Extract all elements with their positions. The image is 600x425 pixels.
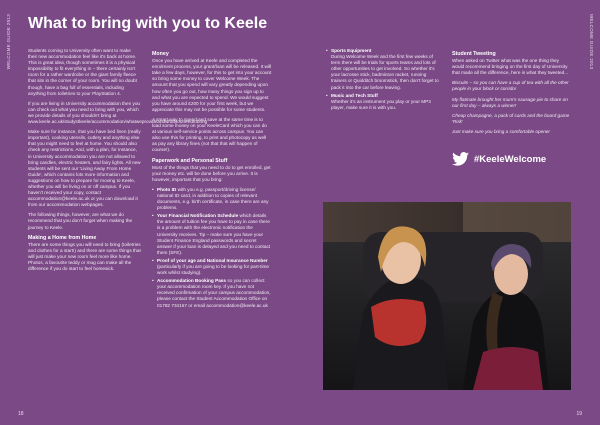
hashtag-text: #KeeleWelcome: [474, 153, 547, 165]
side-label-right: WELCOME GUIDE 2013: [589, 14, 594, 70]
heading-tweeting: Student Tweeting: [452, 51, 496, 57]
hashtag-block[interactable]: [452, 152, 546, 166]
tweeting-paragraph: When asked on Twitter what was the one thing they would recommend bringing on the first day of University that made all the difference, here is what they tweeted...: [452, 58, 569, 76]
paperwork-paragraph: Most of the things that you need to do to get enrolled, get your money etc. will be done before you arrive. It is however, important that you bring:: [152, 164, 271, 182]
item-text: which details the amount of tuition fee you have to pay in case there is a problem with the electronic notification the University receives. Tip – make sure you have your Student Finance England passwords and secret answer if your loan is delayed and you need to contact them (SFE).: [157, 213, 271, 255]
item-title: Photo ID: [157, 186, 177, 192]
quote: Cheap champagne, a pack of cards and the board game 'Risk': [452, 112, 570, 124]
side-label-left: WELCOME GUIDE 2013: [6, 14, 11, 70]
list-item: [331, 93, 441, 111]
page-number-right: 19: [576, 411, 582, 417]
accommodation-link-paragraph: If you are living in University accommodation then you can check out what you need to bring with you, which we provide details of you shouldn't bring at www.keele.ac.uk/studystkeele/accommodation/whatweprovideandwhatyouneedtobring: [28, 100, 208, 125]
extras-list: [326, 48, 441, 111]
quote: My flatmate brought her mum's sausage pie to share on our first day – always a winner!: [452, 96, 568, 108]
list-item: [157, 278, 272, 308]
item-text: Whether it's an instrument you play or your MP3 player, make sure it is with you.: [331, 98, 431, 110]
column-3: [326, 48, 441, 183]
item-title: Music and Tech Stuff: [331, 92, 378, 98]
intro-paragraph: Students coming to University often want to make their new accommodation feel like it's back at home. This is great idea, though sometimes it is a physical impossibility to fit everything in – there certainly isn't room for a rather wardrobe or the giant family fleece that sits in the corner of your room. You will no doubt though, have a bag full of essentials, including anything from toiletries to your PlayStation 4.: [28, 48, 137, 96]
list-item: [157, 213, 272, 256]
column-2: [152, 48, 272, 388]
heading-paperwork: Paperwork and Personal Stuff: [152, 157, 228, 164]
item-title: Your Financial Notification Schedule: [157, 213, 239, 219]
heading-money: Money: [152, 51, 169, 57]
twitter-bird-icon: [452, 152, 469, 166]
restrictions-paragraph: Make sure for instance, that you have bed linen (really important), cooking utensils, cutlery and anything else that you might need to feel at home. You should also check any restrictions. And, with a plan, for instance, in University accommodation you are not allowed to bring candles, electric heaters, and fairy lights. All new students will be sent our 'Living Away From Home Guide', which contains lots more information and suggestions on how to prepare for moving to Keele, whether you will be living on or off campus. If you haven't received your copy, contact accommodation@keele.ac.uk or you can download it from our accommodation webpages.: [28, 129, 141, 208]
quote: Just make sure you bring a comfortable opener: [452, 128, 550, 134]
item-title: Sports Equipment: [331, 48, 372, 53]
students-photo: [323, 202, 571, 390]
item-title: Proof of your age and National Insurance Number: [157, 257, 268, 263]
item-text: so you can collect your accommodation room key. If you have not received confirmation of your campus accommodation, please contact the Student Accommodation Office on 01782 734167 or email accommodation@keele.ac.uk: [157, 278, 271, 308]
item-text: (particularly if you are going to be looking for part-time work whilst studying).: [157, 264, 270, 276]
quote: Biscuits – so you can have a cup of tea with all the other people in your block or corridor: [452, 80, 569, 92]
item-text: During Welcome Week and the first few weeks of term there will be trials for sports teams and lots of other opportunities to get involved. So whether it's your lacrosse stick, badminton racket, running trainers or Quidditch broomstick, then don't forget to pack it into the car before leaving.: [331, 54, 439, 90]
column-4: [452, 48, 570, 188]
money-paragraph: Once you have arrived at Keele and completed the enrolment process, your grant/loan will be released. It will take a few days, however, for this to get into your account so bring some money to cover Welcome Week. The amount that you spend will vary greatly depending upon how often you go out, how many things you sign up to and what you are expected to spend. We would suggest you have around £200 for your first week, but we appreciate this may not be possible for some students.: [152, 58, 272, 112]
item-text: with you e.g. passport/driving license/ national ID card, in addition to copies of relevant documents, e.g. birth certificate, in case there are any problems.: [157, 186, 269, 211]
page-title: What to bring with you to Keele: [28, 15, 268, 32]
students-photo-illustration: [323, 202, 571, 390]
list-item: [157, 187, 272, 211]
keelecard-paragraph: A smart way to spend and save at the same time is to load some money on your KeeleCard which you can do at various self-service points across campus. You can also use this for printing, to print and photocopy as well as pay any library fines (not that that will happen of course!).: [152, 116, 267, 153]
list-item: [331, 48, 441, 91]
item-title: Accommodation Booking Pass: [157, 278, 227, 284]
home-paragraph: There are some things you will need to bring (toiletries and clothes for a start!) and there are some things that will just make your new room feel more like home. Photos, a favourite teddy or mug can make all the difference if you do start to feel homesick.: [28, 241, 141, 272]
list-item: [157, 258, 272, 276]
paperwork-list: [152, 187, 272, 309]
page-number-left: 18: [18, 411, 24, 417]
recommend-paragraph: The following things, however, are what we do recommend that you don't forget when making the journey to Keele.: [28, 212, 133, 230]
heading-home: Making a Home from Home: [28, 234, 97, 241]
